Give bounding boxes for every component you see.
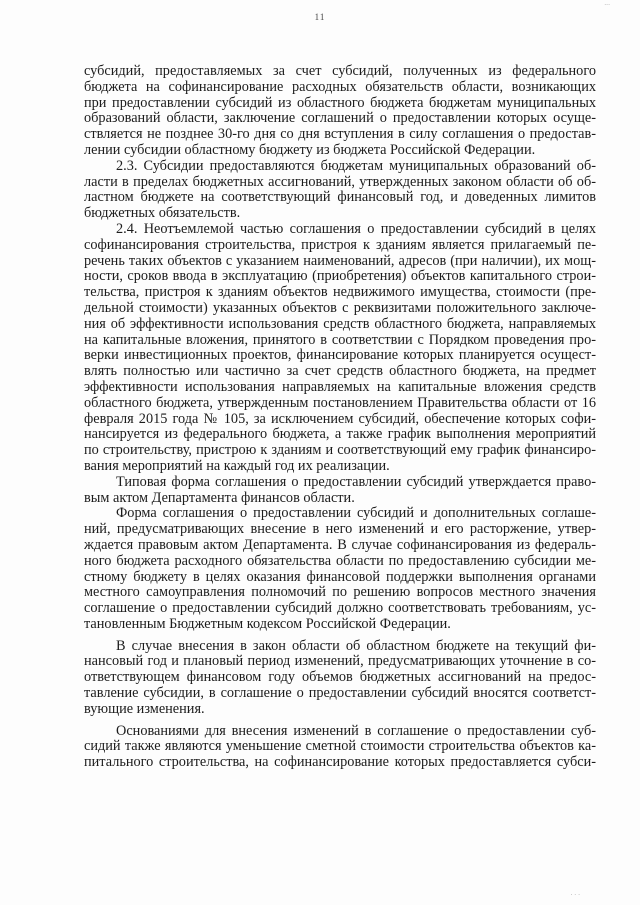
text-line: вующие изменения. xyxy=(84,701,205,717)
text-line: софинансирования строительства, пристроя к зданиям является прилагаемый пе- xyxy=(84,237,596,253)
document-body xyxy=(84,64,596,771)
text-line: вым актом Департамента финансов области. xyxy=(84,490,355,506)
text-line: ластном бюджете на соответствующий финансовый год, и доведенных лимитов xyxy=(84,190,596,206)
text-line: февраля 2015 года № 105, за исключением субсидий, обеспечение которых софи- xyxy=(84,411,596,427)
text-line: тановленным Бюджетным кодексом Российской Федерации. xyxy=(84,616,451,632)
text-line: эффективности использования направляемых на капитальные вложения средств xyxy=(84,379,596,395)
text-line: по строительству, пристрою к зданиям и соответствующий ему график финансиро- xyxy=(84,443,596,459)
clause-2-4-line: 2.4. Неотъемлемой частью соглашения о предоставлении субсидий в целях xyxy=(116,221,596,237)
text-line: областного бюджета, утвержденным постановлением Правительства области от 16 xyxy=(84,395,596,411)
text-line: на капитальные вложения, принятого в соответствии с Порядком проведения про- xyxy=(84,332,596,348)
text-line: субсидий, предоставляемых за счет субсидий, полученных из федерального xyxy=(84,64,596,79)
text-line: нансируется из федерального бюджета, а также график выполнения мероприятий xyxy=(84,427,596,443)
text-line: влять полностью или частично за счет средств областного бюджета, на предмет xyxy=(84,364,596,380)
text-line: тельства, пристроя к зданиям объектов недвижимого имущества, стоимости (пре- xyxy=(84,285,596,301)
text-line: местного самоуправления полномочий по решению вопросов местного значения xyxy=(84,585,596,601)
text-line: вания мероприятий на каждый год их реализации. xyxy=(84,458,390,474)
text-line: при предоставлении субсидий из областного бюджета бюджетам муниципальных xyxy=(84,95,596,111)
text-line: соглашение о предоставлении субсидий должно соответствовать требованиям, ус- xyxy=(84,601,596,617)
text-line: сидий также являются уменьшение сметной стоимости строительства объектов ка- xyxy=(84,739,596,755)
text-line: ждается правовым актом Департамента. В случае софинансирования из федераль- xyxy=(84,537,596,553)
page-number: 11 xyxy=(314,12,326,22)
paragraph-first-line: В случае внесения в закон области об областном бюджете на текущий фи- xyxy=(116,638,596,654)
paragraph-first-line: Типовая форма соглашения о предоставлении субсидий утверждается право- xyxy=(116,474,596,490)
text-line: верки инвестиционных проектов, финансирование которых планируется осущест- xyxy=(84,348,596,364)
text-line: образований области, заключение соглашений о предоставлении которых осуще- xyxy=(84,111,596,127)
text-line: бюджета на софинансирование расходных обязательств области, возникающих xyxy=(84,79,596,95)
scan-mark-bottom: · · · xyxy=(570,892,580,899)
paragraph-first-line: Основаниями для внесения изменений в соглашение о предоставлении суб- xyxy=(116,723,596,739)
text-line: тавление субсидии, в соглашение о предоставлении субсидий вносятся соответст- xyxy=(84,686,596,702)
text-line: ний, предусматривающих внесение в него изменений и его расторжение, утвер- xyxy=(84,522,596,538)
text-line: нансовый год и плановый период изменений, предусматривающих уточнение в со- xyxy=(84,654,596,670)
text-line: стному бюджету в целях оказания финансовой поддержки выполнения органами xyxy=(84,569,596,585)
text-line: бюджетных обязательств. xyxy=(84,206,241,222)
text-line: ласти в пределах бюджетных ассигнований, утвержденных законом области об об- xyxy=(84,174,596,190)
text-line: питального строительства, на софинансирование которых предоставляется субси- xyxy=(84,755,596,771)
text-line: ния об эффективности использования средств областного бюджета, направляемых xyxy=(84,316,596,332)
clause-2-3-line: 2.3. Субсидии предоставляются бюджетам муниципальных образований об- xyxy=(116,158,596,174)
text-line: дельной стоимости) указанных объектов с реквизитами положительного заключе- xyxy=(84,300,596,316)
text-line: ности, сроков ввода в эксплуатацию (приобретения) объектов капитального строи- xyxy=(84,269,596,285)
text-line: речень таких объектов с указанием наименований, адресов (при наличии), их мощ- xyxy=(84,253,596,269)
text-line: ствляется не позднее 30-го дня со дня вступления в силу соглашения о предостав- xyxy=(84,127,596,143)
paragraph-first-line: Форма соглашения о предоставлении субсидий и дополнительных соглаше- xyxy=(116,506,596,522)
text-line: ответствующем финансовом году объемов бюджетных ассигнований на предос- xyxy=(84,670,596,686)
scan-mark-top: ... xyxy=(604,0,610,7)
text-line: лении субсидии областному бюджету из бюджета Российской Федерации. xyxy=(84,142,536,158)
text-line: ного бюджета расходного обязательства области по предоставлению субсидии ме- xyxy=(84,553,596,569)
